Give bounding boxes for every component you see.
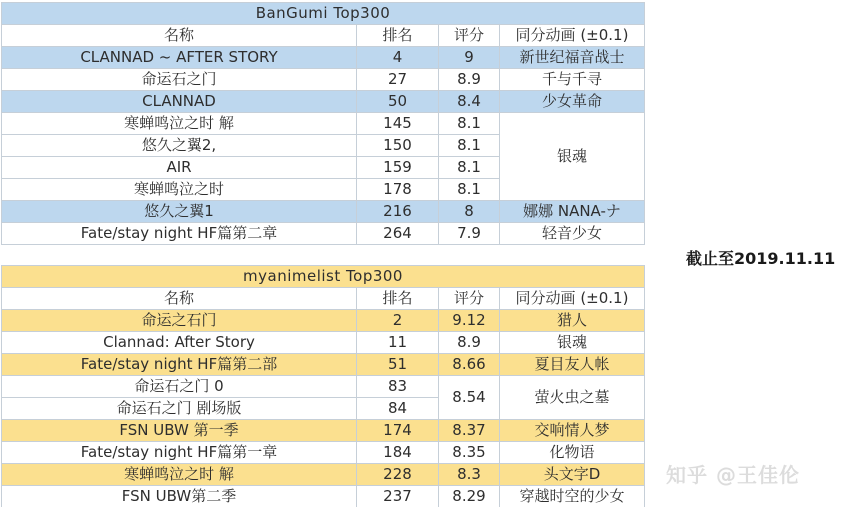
cell-rank: 27 [357, 69, 439, 91]
cell-rank: 83 [357, 376, 439, 398]
bangumi-top300-table [1, 2, 645, 245]
table-row [2, 47, 645, 69]
table-title: BanGumi Top300 [2, 3, 645, 25]
cell-name: 命运之石门 [2, 310, 357, 332]
cell-same-score-anime: 千与千寻 [500, 69, 645, 91]
table-row [2, 201, 645, 223]
cell-rank: 237 [357, 486, 439, 507]
cell-name: CLANNAD [2, 91, 357, 113]
cell-same-score-anime: 银魂 [500, 113, 645, 201]
table-row [2, 420, 645, 442]
cell-name: 悠久之翼2, [2, 135, 357, 157]
cell-rank: 11 [357, 332, 439, 354]
cell-name: 寒蝉鸣泣之时 解 [2, 464, 357, 486]
cell-rank: 2 [357, 310, 439, 332]
cell-name: Fate/stay night HF篇第二章 [2, 223, 357, 245]
cell-same-score-anime: 猎人 [500, 310, 645, 332]
cell-same-score-anime: 银魂 [500, 332, 645, 354]
cell-name: CLANNAD ~ AFTER STORY [2, 47, 357, 69]
cell-score: 8.3 [439, 464, 500, 486]
cell-score: 8.9 [439, 332, 500, 354]
cell-score: 8.1 [439, 157, 500, 179]
cell-score: 9.12 [439, 310, 500, 332]
zhihu-watermark: 知乎 @王佳伦 [666, 463, 800, 487]
table-header-row [2, 288, 645, 310]
cell-score: 8.1 [439, 179, 500, 201]
table-row [2, 310, 645, 332]
cell-rank: 174 [357, 420, 439, 442]
cell-rank: 264 [357, 223, 439, 245]
column-header-rank: 排名 [357, 25, 439, 47]
table-row [2, 354, 645, 376]
cell-same-score-anime: 头文字D [500, 464, 645, 486]
cell-score: 7.9 [439, 223, 500, 245]
cell-name: Clannad: After Story [2, 332, 357, 354]
cell-name: Fate/stay night HF篇第二部 [2, 354, 357, 376]
cell-name: 命运石之门 0 [2, 376, 357, 398]
table-title: myanimelist Top300 [2, 266, 645, 288]
column-header-name: 名称 [2, 288, 357, 310]
myanimelist-top300-table [1, 265, 645, 507]
deadline-note: 截止至2019.11.11 [686, 249, 836, 268]
cell-score: 8.54 [439, 376, 500, 420]
cell-name: 寒蝉鸣泣之时 解 [2, 113, 357, 135]
cell-rank: 145 [357, 113, 439, 135]
cell-name: 悠久之翼1 [2, 201, 357, 223]
cell-score: 8.4 [439, 91, 500, 113]
table-row [2, 91, 645, 113]
table-row [2, 464, 645, 486]
column-header-rank: 排名 [357, 288, 439, 310]
cell-score: 8.35 [439, 442, 500, 464]
table-row [2, 442, 645, 464]
cell-name: FSN UBW 第一季 [2, 420, 357, 442]
cell-same-score-anime: 少女革命 [500, 91, 645, 113]
table-title-row [2, 3, 645, 25]
column-header-score: 评分 [439, 25, 500, 47]
cell-score: 8.29 [439, 486, 500, 507]
cell-rank: 228 [357, 464, 439, 486]
cell-rank: 84 [357, 398, 439, 420]
cell-rank: 184 [357, 442, 439, 464]
table-row [2, 376, 645, 398]
cell-score: 8.1 [439, 135, 500, 157]
cell-score: 8.1 [439, 113, 500, 135]
table-row [2, 486, 645, 507]
cell-same-score-anime: 萤火虫之墓 [500, 376, 645, 420]
cell-score: 8 [439, 201, 500, 223]
cell-score: 9 [439, 47, 500, 69]
table-row [2, 332, 645, 354]
table-title-row [2, 266, 645, 288]
cell-name: Fate/stay night HF篇第一章 [2, 442, 357, 464]
table-row [2, 113, 645, 135]
cell-score: 8.9 [439, 69, 500, 91]
cell-rank: 178 [357, 179, 439, 201]
cell-rank: 4 [357, 47, 439, 69]
cell-rank: 159 [357, 157, 439, 179]
cell-score: 8.37 [439, 420, 500, 442]
cell-same-score-anime: 夏目友人帐 [500, 354, 645, 376]
cell-rank: 150 [357, 135, 439, 157]
table-header-row [2, 25, 645, 47]
cell-same-score-anime: 新世纪福音战士 [500, 47, 645, 69]
column-header-same-score-anime: 同分动画 (±0.1) [500, 288, 645, 310]
cell-name: 命运石之门 [2, 69, 357, 91]
cell-rank: 51 [357, 354, 439, 376]
cell-same-score-anime: 化物语 [500, 442, 645, 464]
table-row [2, 69, 645, 91]
column-header-name: 名称 [2, 25, 357, 47]
cell-name: 寒蝉鸣泣之时 [2, 179, 357, 201]
cell-same-score-anime: 轻音少女 [500, 223, 645, 245]
cell-rank: 50 [357, 91, 439, 113]
column-header-same-score-anime: 同分动画 (±0.1) [500, 25, 645, 47]
cell-name: 命运石之门 剧场版 [2, 398, 357, 420]
cell-same-score-anime: 穿越时空的少女 [500, 486, 645, 507]
cell-name: FSN UBW第二季 [2, 486, 357, 507]
column-header-score: 评分 [439, 288, 500, 310]
table-row [2, 223, 645, 245]
cell-same-score-anime: 娜娜 NANA-ナ [500, 201, 645, 223]
cell-rank: 216 [357, 201, 439, 223]
cell-score: 8.66 [439, 354, 500, 376]
cell-name: AIR [2, 157, 357, 179]
cell-same-score-anime: 交响情人梦 [500, 420, 645, 442]
